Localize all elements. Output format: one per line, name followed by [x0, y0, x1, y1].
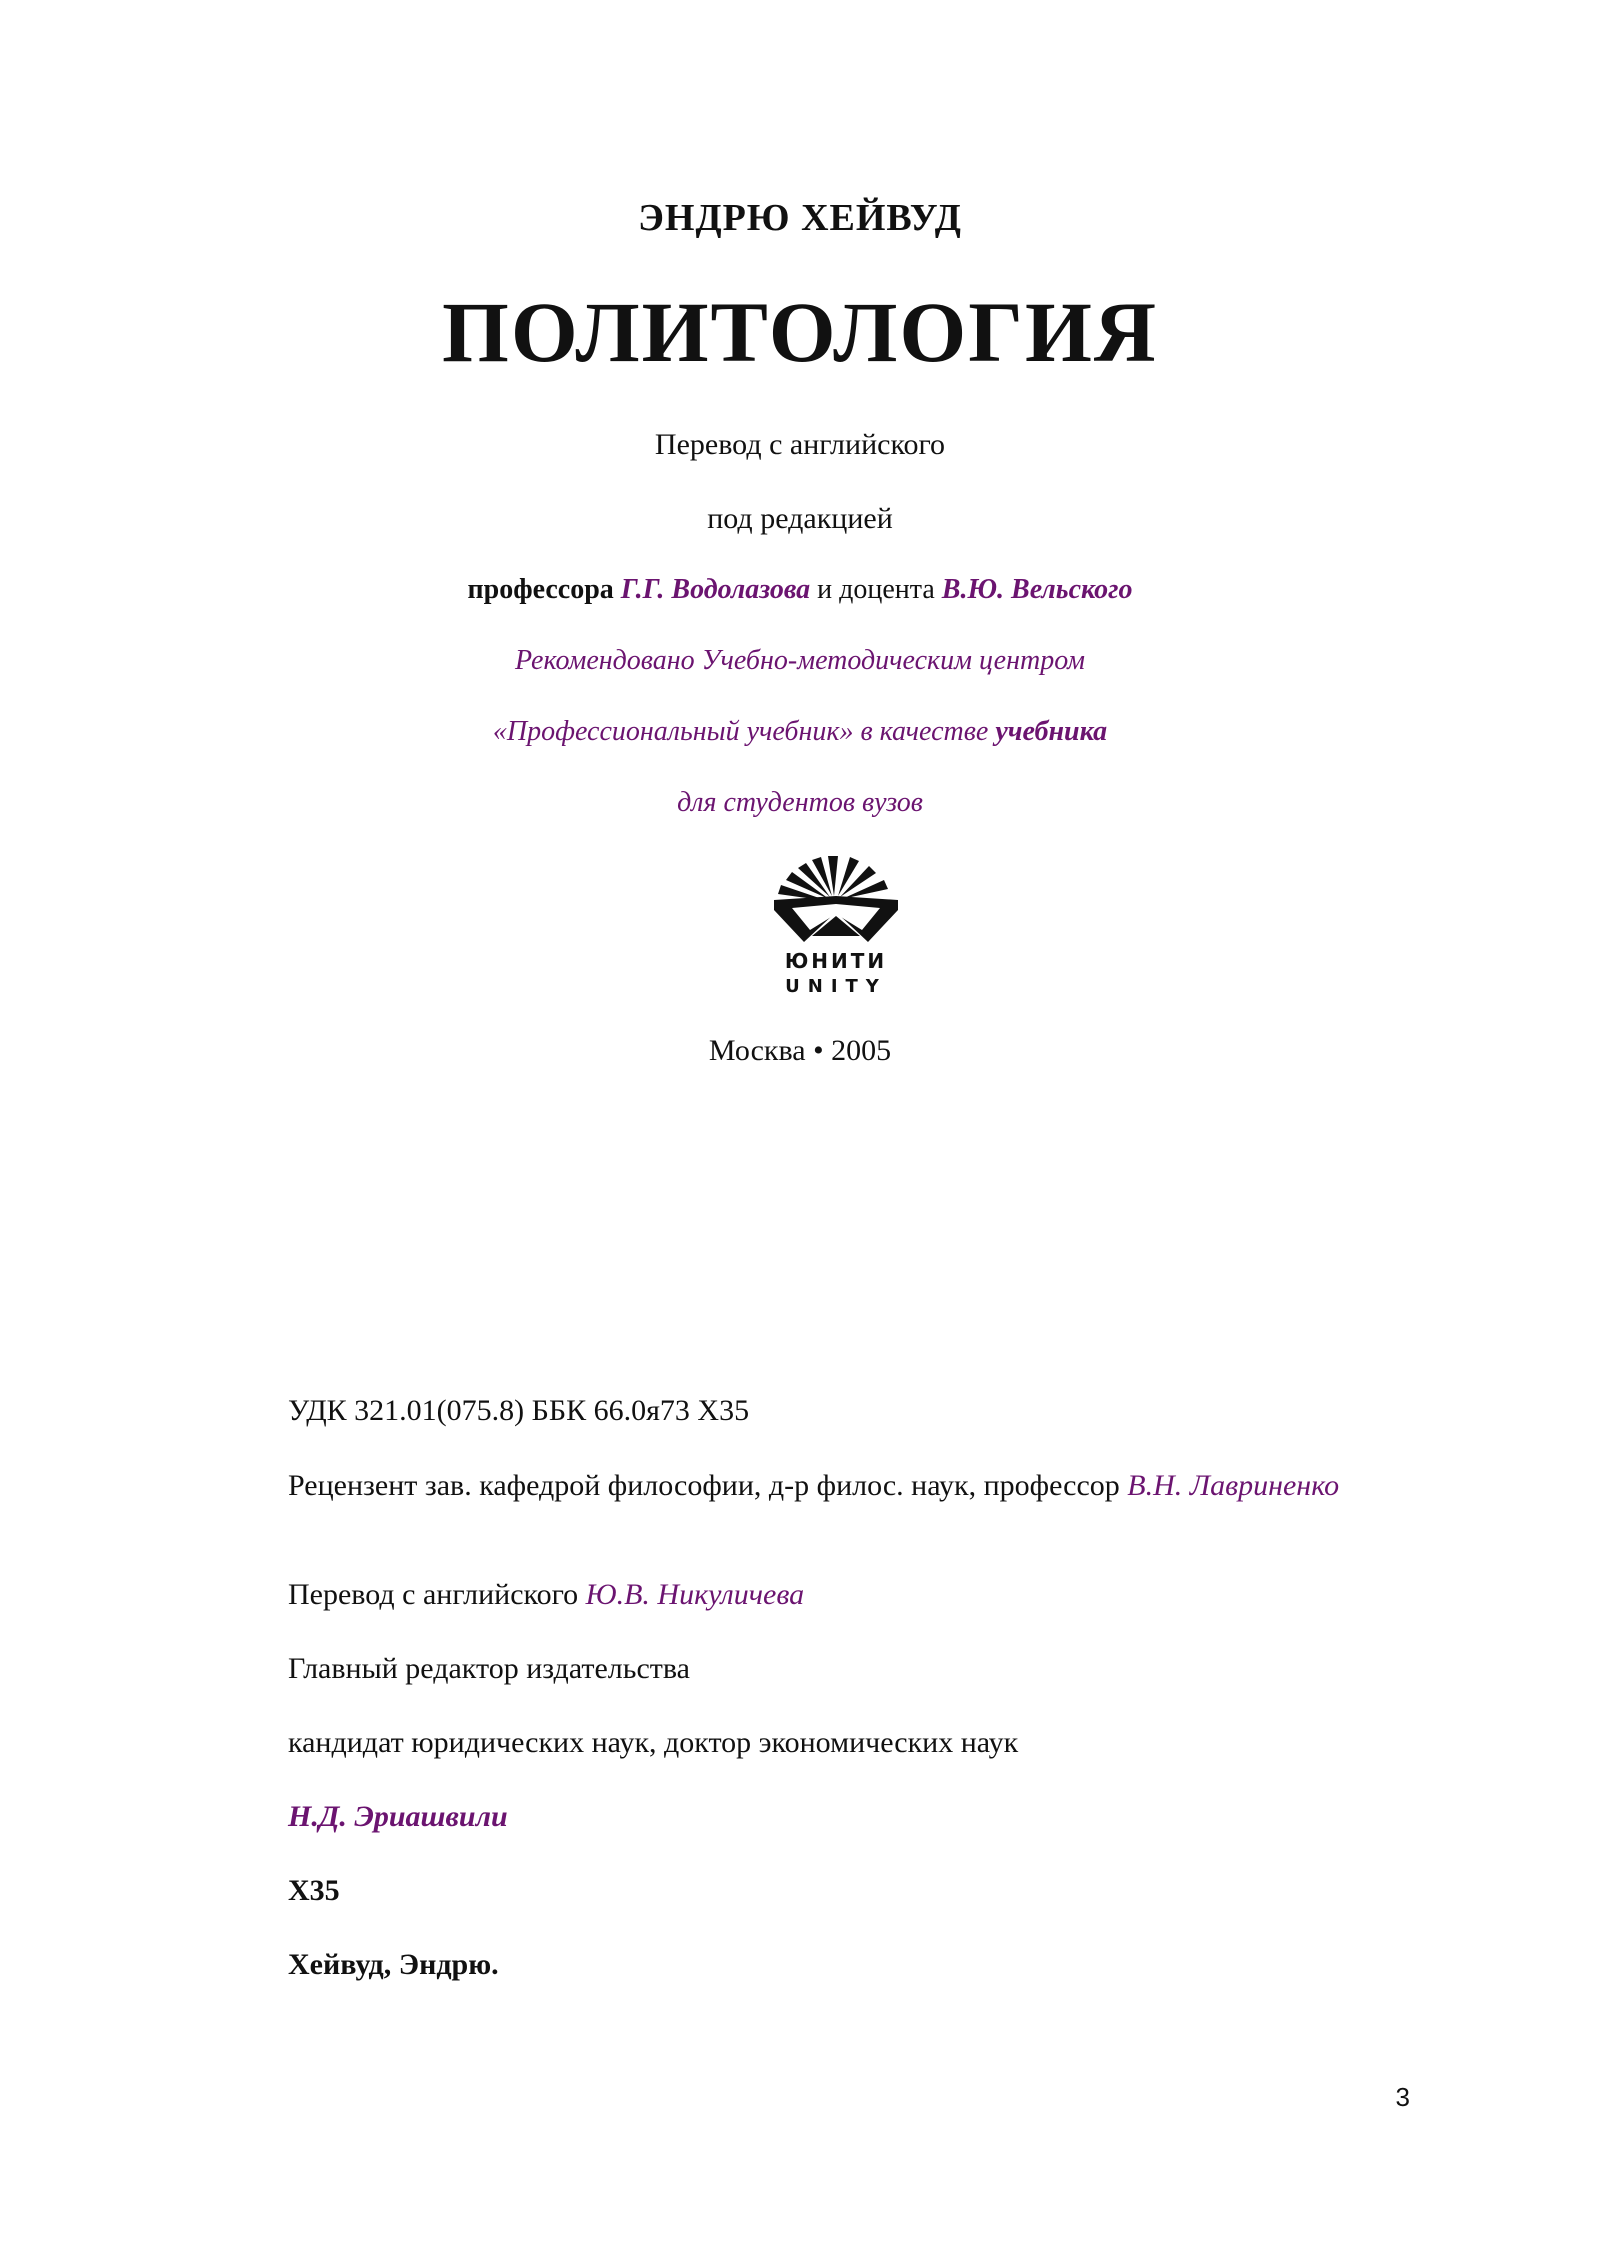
- chief-editor-name: Н.Д. Эриашвили: [288, 1800, 508, 1833]
- chief-editor-degree: кандидат юридических наук, доктор экономических наук: [288, 1726, 1019, 1759]
- page-number: 3: [1395, 2082, 1410, 2112]
- recommendation-line-2: [0, 716, 1600, 748]
- editor-connector: и доцента: [817, 574, 935, 605]
- unity-publisher-logo-icon: [772, 852, 900, 998]
- edited-by-label: под редакцией: [707, 502, 893, 535]
- reviewer-text: Рецензент зав. кафедрой философии, д-р филос. наук, профессор: [288, 1469, 1120, 1502]
- translation-note: Перевод с английского: [654, 428, 946, 461]
- reviewer-name: В.Н. Лавриненко: [1127, 1469, 1340, 1502]
- recommendation-line-2-text: «Профессиональный учебник» в качестве: [492, 716, 989, 747]
- logo-text-ru: ЮНИТИ: [784, 949, 888, 973]
- recommendation-line-2-bold: учебника: [995, 716, 1108, 747]
- catalog-code: Х35: [288, 1874, 340, 1907]
- city-year: Москва • 2005: [708, 1034, 892, 1067]
- chief-editor-label: Главный редактор издательства: [288, 1652, 690, 1685]
- udc-line: УДК 321.01(075.8) ББК 66.0я73 Х35: [288, 1394, 750, 1427]
- translator-text: Перевод с английского: [288, 1578, 579, 1611]
- editor-name-1: Г.Г. Водолазова: [620, 574, 811, 605]
- translator-name: Ю.В. Никуличева: [585, 1578, 805, 1611]
- recommendation-line-3: для студентов вузов: [677, 787, 923, 818]
- reviewer-paragraph: [192, 1467, 1392, 1504]
- book-title: ПОЛИТОЛОГИЯ: [441, 284, 1158, 380]
- author-entry: Хейвуд, Эндрю.: [288, 1948, 499, 1981]
- recommendation-line-1: Рекомендовано Учебно-методическим центром: [514, 645, 1086, 676]
- translator-line: [192, 1578, 1392, 1612]
- author-name: ЭНДРЮ ХЕЙВУД: [638, 197, 962, 239]
- editor-title-1: профессора: [467, 574, 614, 605]
- logo-text-en: UNITY: [785, 976, 887, 997]
- editor-name-2: В.Ю. Вельского: [941, 574, 1133, 605]
- editors-line: [0, 574, 1600, 606]
